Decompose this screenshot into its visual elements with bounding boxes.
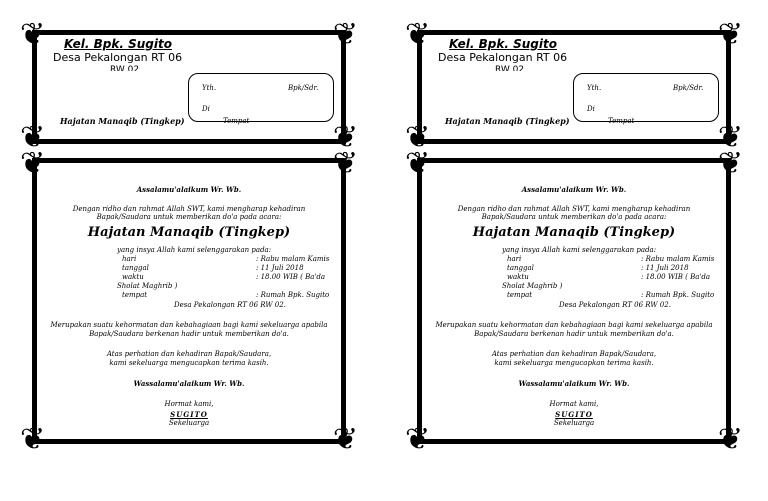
envelope-card-right bbox=[405, 17, 743, 155]
floral-corner-ornament-icon: ❦ bbox=[717, 120, 743, 155]
intro-line-1: Dengan ridho dan rahmat Allah SWT, kami mengharap kehadiran bbox=[457, 205, 691, 213]
sender-address: Desa Pekalongan RT 06 bbox=[53, 51, 183, 64]
floral-corner-ornament-icon: ❦ bbox=[20, 17, 46, 52]
floral-corner-ornament-icon: ❦ bbox=[332, 17, 358, 52]
detail-value-time: : 18.00 WIB ( Ba'da bbox=[256, 273, 326, 281]
signer-name: SUGITO bbox=[170, 410, 208, 419]
recipient-address-box bbox=[573, 73, 719, 122]
sender-address-2: RW 02 bbox=[110, 65, 140, 71]
floral-corner-ornament-icon: ❦ bbox=[405, 120, 431, 155]
recipient-title: Bpk/Sdr. bbox=[673, 84, 704, 92]
envelope-card-left bbox=[20, 17, 358, 155]
detail-label-place: tempat bbox=[122, 291, 148, 299]
thanks-line-2: kami sekeluarga mengucapkan terima kasih. bbox=[109, 359, 269, 367]
detail-value-day: : Rabu malam Kamis bbox=[641, 255, 715, 263]
recipient-label: Yth. bbox=[587, 84, 602, 92]
held-intro: yang insya Allah kami selenggarakan pada: bbox=[502, 246, 657, 254]
recipient-at-label: Di bbox=[202, 105, 210, 113]
invitation-card-left bbox=[20, 146, 358, 457]
floral-corner-ornament-icon: ❦ bbox=[332, 422, 358, 457]
floral-corner-ornament-icon: ❦ bbox=[405, 146, 431, 181]
detail-value-date: : 11 Juli 2018 bbox=[641, 264, 689, 272]
floral-corner-ornament-icon: ❦ bbox=[20, 120, 46, 155]
recipient-place: Tempat bbox=[223, 117, 250, 125]
recipient-label: Yth. bbox=[202, 84, 217, 92]
event-title: Hajatan Manaqib (Tingkep) bbox=[87, 225, 291, 240]
thanks-line-1: Atas perhatian dan kehadiran Bapak/Saudara, bbox=[491, 350, 657, 358]
time-note: Sholat Maghrib ) bbox=[117, 282, 178, 290]
thanks-line-2: kami sekeluarga mengucapkan terima kasih. bbox=[494, 359, 654, 367]
envelope-event-title: Hajatan Manaqib (Tingkep) bbox=[445, 116, 570, 126]
detail-value-time: : 18.00 WIB ( Ba'da bbox=[641, 273, 711, 281]
floral-corner-ornament-icon: ❦ bbox=[717, 17, 743, 52]
closing: Wassalamu'alaikum Wr. Wb. bbox=[518, 379, 630, 388]
detail-label-time: waktu bbox=[507, 273, 529, 281]
intro-line-2: Bapak/Saudara untuk memberikan do'a pada acara: bbox=[96, 213, 282, 221]
floral-corner-ornament-icon: ❦ bbox=[20, 146, 46, 181]
regards: Hormat kami, bbox=[164, 400, 214, 408]
event-title: Hajatan Manaqib (Tingkep) bbox=[472, 225, 676, 240]
greeting: Assalamu'alaikum Wr. Wb. bbox=[136, 185, 242, 194]
signer-role: Sekeluarga bbox=[168, 419, 210, 427]
detail-label-place: tempat bbox=[507, 291, 533, 299]
detail-value-place: : Rumah Bpk. Sugito bbox=[641, 291, 715, 299]
recipient-address-box bbox=[188, 73, 334, 122]
envelope-event-title: Hajatan Manaqib (Tingkep) bbox=[60, 116, 185, 126]
place-note: Desa Pekalongan RT 06 RW 02. bbox=[174, 301, 286, 309]
held-intro: yang insya Allah kami selenggarakan pada: bbox=[117, 246, 272, 254]
floral-corner-ornament-icon: ❦ bbox=[405, 17, 431, 52]
honor-line-2: Bapak/Saudara berkenan hadir untuk memberikan do'a. bbox=[89, 330, 289, 338]
detail-label-day: hari bbox=[507, 255, 522, 263]
thanks-line-1: Atas perhatian dan kehadiran Bapak/Saudara, bbox=[106, 350, 272, 358]
closing: Wassalamu'alaikum Wr. Wb. bbox=[133, 379, 245, 388]
recipient-at-label: Di bbox=[587, 105, 595, 113]
honor-line-1: Merupakan suatu kehormatan dan kebahagiaan bagi kami sekeluarga apabila bbox=[50, 321, 328, 329]
intro-line-2: Bapak/Saudara untuk memberikan do'a pada acara: bbox=[481, 213, 667, 221]
greeting: Assalamu'alaikum Wr. Wb. bbox=[521, 185, 627, 194]
place-note: Desa Pekalongan RT 06 RW 02. bbox=[559, 301, 671, 309]
detail-label-date: tanggal bbox=[122, 264, 149, 272]
signer-name: SUGITO bbox=[555, 410, 593, 419]
intro-line-1: Dengan ridho dan rahmat Allah SWT, kami mengharap kehadiran bbox=[72, 205, 306, 213]
recipient-title: Bpk/Sdr. bbox=[288, 84, 319, 92]
regards: Hormat kami, bbox=[549, 400, 599, 408]
signer-role: Sekeluarga bbox=[553, 419, 595, 427]
detail-value-place: : Rumah Bpk. Sugito bbox=[256, 291, 330, 299]
floral-corner-ornament-icon: ❦ bbox=[405, 422, 431, 457]
sender-name: Kel. Bpk. Sugito bbox=[449, 37, 557, 51]
floral-corner-ornament-icon: ❦ bbox=[332, 120, 358, 155]
floral-corner-ornament-icon: ❦ bbox=[332, 146, 358, 181]
sender-name: Kel. Bpk. Sugito bbox=[64, 37, 172, 51]
time-note: Sholat Maghrib ) bbox=[502, 282, 563, 290]
honor-line-1: Merupakan suatu kehormatan dan kebahagiaan bagi kami sekeluarga apabila bbox=[435, 321, 713, 329]
sender-address: Desa Pekalongan RT 06 bbox=[438, 51, 568, 64]
floral-corner-ornament-icon: ❦ bbox=[20, 422, 46, 457]
floral-corner-ornament-icon: ❦ bbox=[717, 146, 743, 181]
recipient-place: Tempat bbox=[608, 117, 635, 125]
detail-label-day: hari bbox=[122, 255, 137, 263]
honor-line-2: Bapak/Saudara berkenan hadir untuk memberikan do'a. bbox=[474, 330, 674, 338]
floral-corner-ornament-icon: ❦ bbox=[717, 422, 743, 457]
sender-address-2: RW 02 bbox=[495, 65, 525, 71]
detail-value-date: : 11 Juli 2018 bbox=[256, 264, 304, 272]
detail-label-date: tanggal bbox=[507, 264, 534, 272]
detail-label-time: waktu bbox=[122, 273, 144, 281]
detail-value-day: : Rabu malam Kamis bbox=[256, 255, 330, 263]
invitation-card-right bbox=[405, 146, 743, 457]
